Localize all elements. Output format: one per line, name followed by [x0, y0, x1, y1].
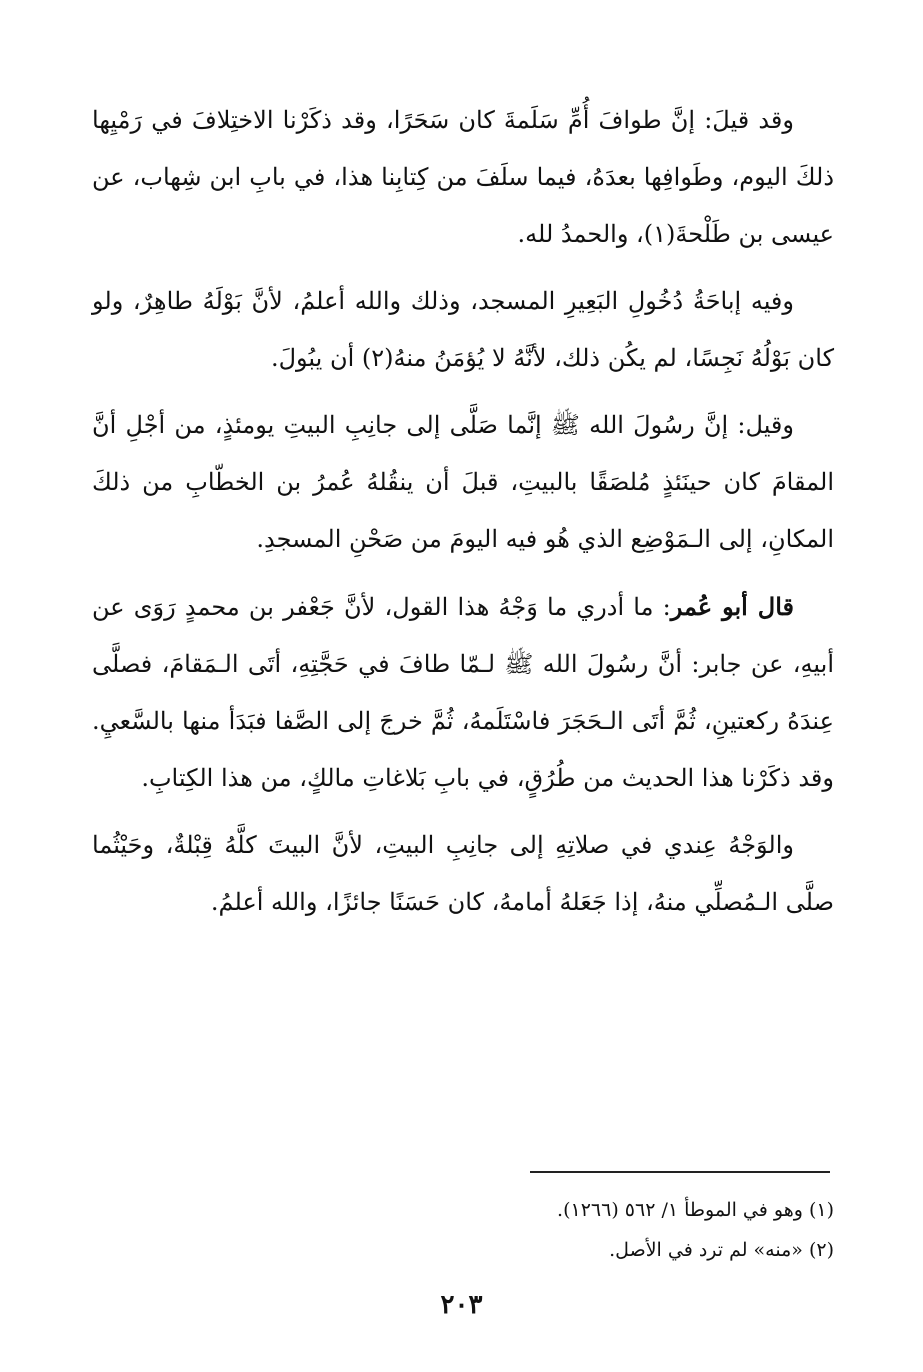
paragraph-1-text: وقد قيلَ: إنَّ طوافَ أُمِّ سَلَمةَ كان سَحَرًا، وقد ذكَرْنا الاختِلافَ في رَمْيِها ذلكَ اليوم، وطَوافِها بعدَهُ، فيما سلَفَ من كِتابِنا هذا، في بابِ ابن شِهاب، عن عيسى بن طَلْحةَ(١)، والحمدُ لله. [92, 106, 834, 248]
footnote-1: (١) وهو في الموطأ ١/ ٥٦٢ (١٢٦٦). [557, 1199, 834, 1221]
paragraph-4 [92, 578, 834, 807]
page-number: ٢٠٣ [440, 1290, 483, 1320]
paragraph-4-lead: قال أبو عُمر [670, 592, 794, 621]
main-text [92, 92, 834, 941]
paragraph-3-text: وقيل: إنَّ رسُولَ الله ﷺ إنَّما صَلَّى إلى جانِبِ البيتِ يومئذٍ، من أجْلِ أنَّ المقامَ كان حينَئذٍ مُلصَقًا بالبيتِ، قبلَ أن ينقُلهُ عُمرُ بن الخطّابِ من ذلكَ المكانِ، إلى الـمَوْضِع الذي هُو فيه اليومَ من صَحْنِ المسجدِ. [92, 411, 834, 553]
paragraph-2-text: وفيه إباحَةُ دُخُولِ البَعِيرِ المسجد، وذلك والله أعلمُ، لأنَّ بَوْلَهُ طاهِرٌ، ولو كان بَوْلُهُ نَجِسًا، لم يكُن ذلك، لأنَّهُ لا يُؤمَنُ منهُ(٢) أن يبُولَ. [92, 287, 834, 372]
paragraph-5 [92, 817, 834, 931]
paragraph-5-text: والوَجْهُ عِندي في صلاتِهِ إلى جانِبِ البيتِ، لأنَّ البيتَ كلَّهُ قِبْلةٌ، وحَيْثُما صلَّى الـمُصلِّي منهُ، إذا جَعَلهُ أمامهُ، كان حَسَنًا جائزًا، والله أعلمُ. [92, 831, 834, 916]
paragraph-1 [92, 92, 834, 263]
paragraph-2 [92, 273, 834, 387]
footnote-2: (٢) «منه» لم ترد في الأصل. [609, 1239, 834, 1261]
paragraph-4-text: : ما أدري ما وَجْهُ هذا القول، لأنَّ جَعْفر بن محمدٍ رَوَى عن أبيهِ، عن جابر: أنَّ رسُولَ الله ﷺ لـمّا طافَ في حَجَّتِهِ، أتَى الـمَقامَ، فصلَّى عِندَهُ ركعتينِ، ثُمَّ أتَى الـحَجَرَ فاسْتَلَمهُ، ثُمَّ خرجَ إلى الصَّفا فبَدَأ منها بالسَّعيِ. وقد ذكَرْنا هذا الحديث من طُرُقٍ، في بابِ بَلاغاتِ مالكٍ، من هذا الكِتابِ. [92, 593, 834, 792]
footnote-divider [530, 1171, 830, 1173]
paragraph-3 [92, 397, 834, 568]
footnotes [92, 1190, 834, 1270]
